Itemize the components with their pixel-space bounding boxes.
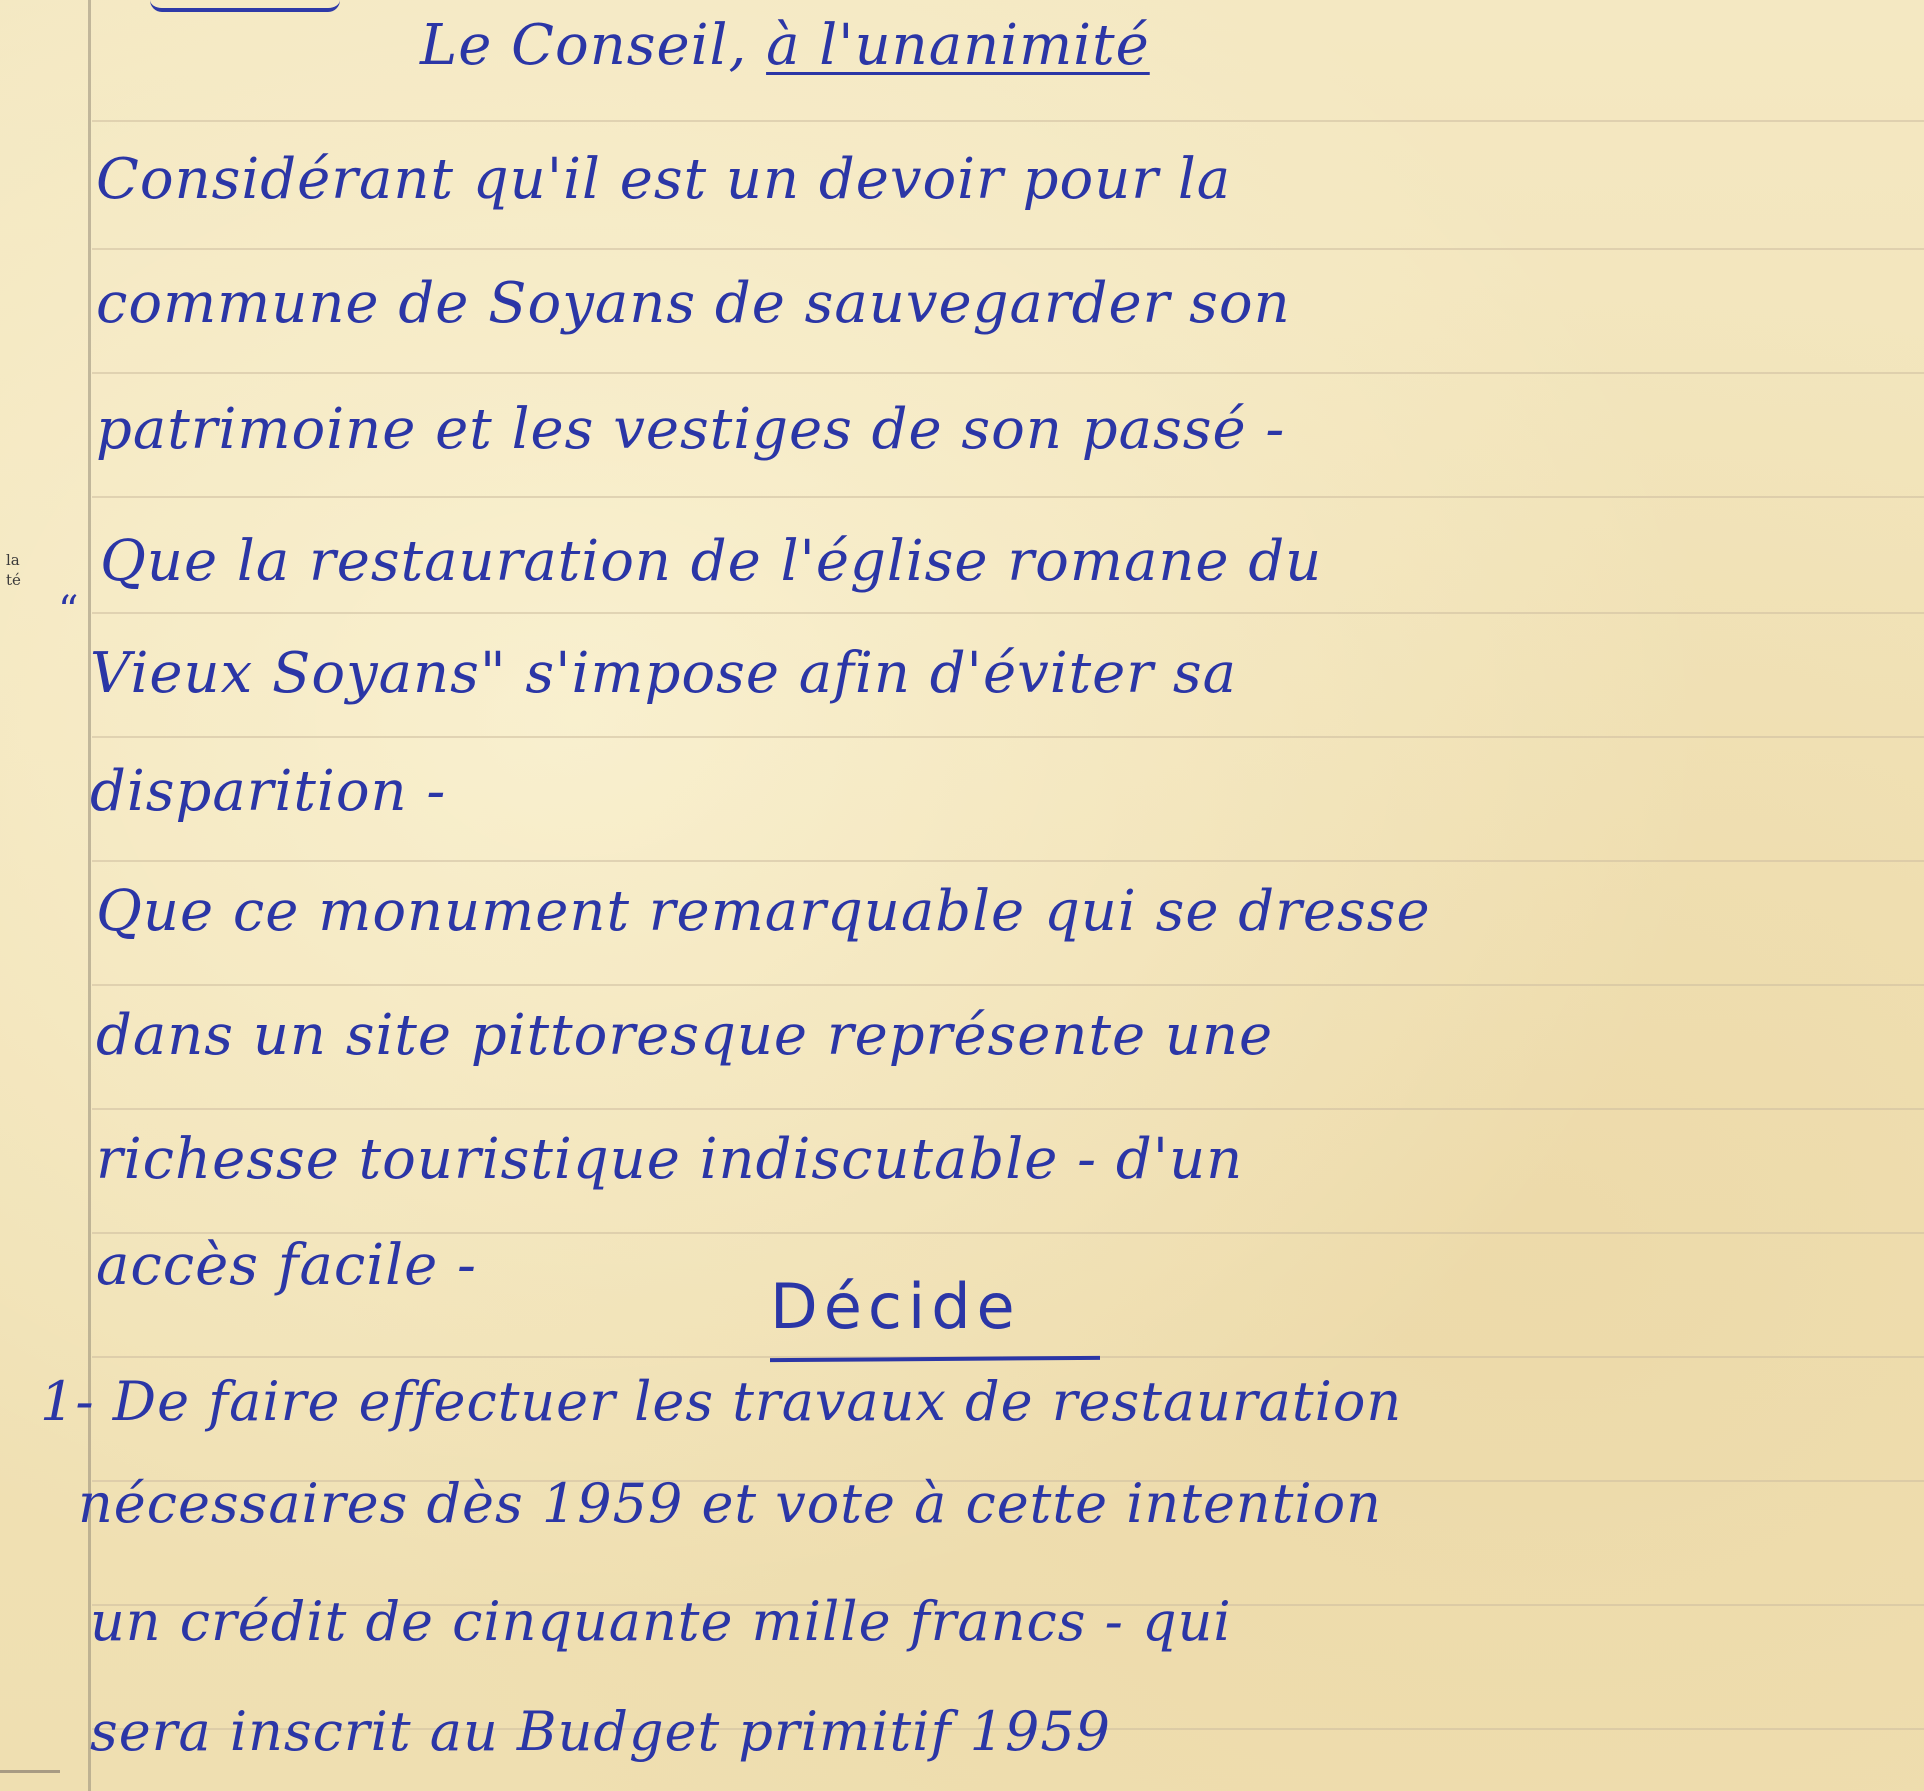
open-quote-mark: “ — [58, 588, 79, 634]
heading-underlined: à l'unanimité — [766, 13, 1150, 78]
ruled-line — [92, 1108, 1924, 1110]
ruled-line — [92, 120, 1924, 122]
page-heading — [420, 14, 1150, 78]
handwritten-line: Que ce monument remarquable qui se dresse — [96, 879, 1431, 944]
decision-line: 1- De faire effectuer les travaux de restauration — [40, 1370, 1403, 1433]
handwritten-line: accès facile - — [96, 1233, 477, 1298]
handwritten-line: patrimoine et les vestiges de son passé - — [96, 397, 1286, 462]
decide-heading: Décide — [770, 1270, 1021, 1343]
handwritten-line: richesse touristique indiscutable - d'un — [96, 1127, 1244, 1192]
margin-tick — [0, 1770, 60, 1773]
ruled-line — [92, 372, 1924, 374]
handwritten-line: commune de Soyans de sauvegarder son — [96, 271, 1291, 336]
ruled-line — [92, 736, 1924, 738]
decision-line: nécessaires dès 1959 et vote à cette intention — [78, 1472, 1382, 1535]
ruled-line — [92, 496, 1924, 498]
margin-note-line-1: la — [6, 551, 20, 569]
margin-note-line-2: té — [6, 571, 21, 589]
heading-prefix: Le Conseil, — [420, 13, 748, 78]
ruled-line — [92, 612, 1924, 614]
decision-line: sera inscrit au Budget primitif 1959 — [90, 1700, 1112, 1763]
decision-line: un crédit de cinquante mille francs - qui — [90, 1590, 1232, 1653]
handwritten-line: Que la restauration de l'église romane du — [100, 529, 1323, 594]
handwritten-line: Considérant qu'il est un devoir pour la — [96, 147, 1232, 212]
handwritten-line: dans un site pittoresque représente une — [96, 1003, 1274, 1068]
ruled-line — [92, 860, 1924, 862]
handwritten-line: disparition - — [90, 759, 447, 824]
handwritten-line: Vieux Soyans" s'impose afin d'éviter sa — [90, 641, 1237, 706]
ruled-line — [92, 984, 1924, 986]
top-ink-remnant — [150, 0, 340, 12]
ruled-line — [92, 248, 1924, 250]
